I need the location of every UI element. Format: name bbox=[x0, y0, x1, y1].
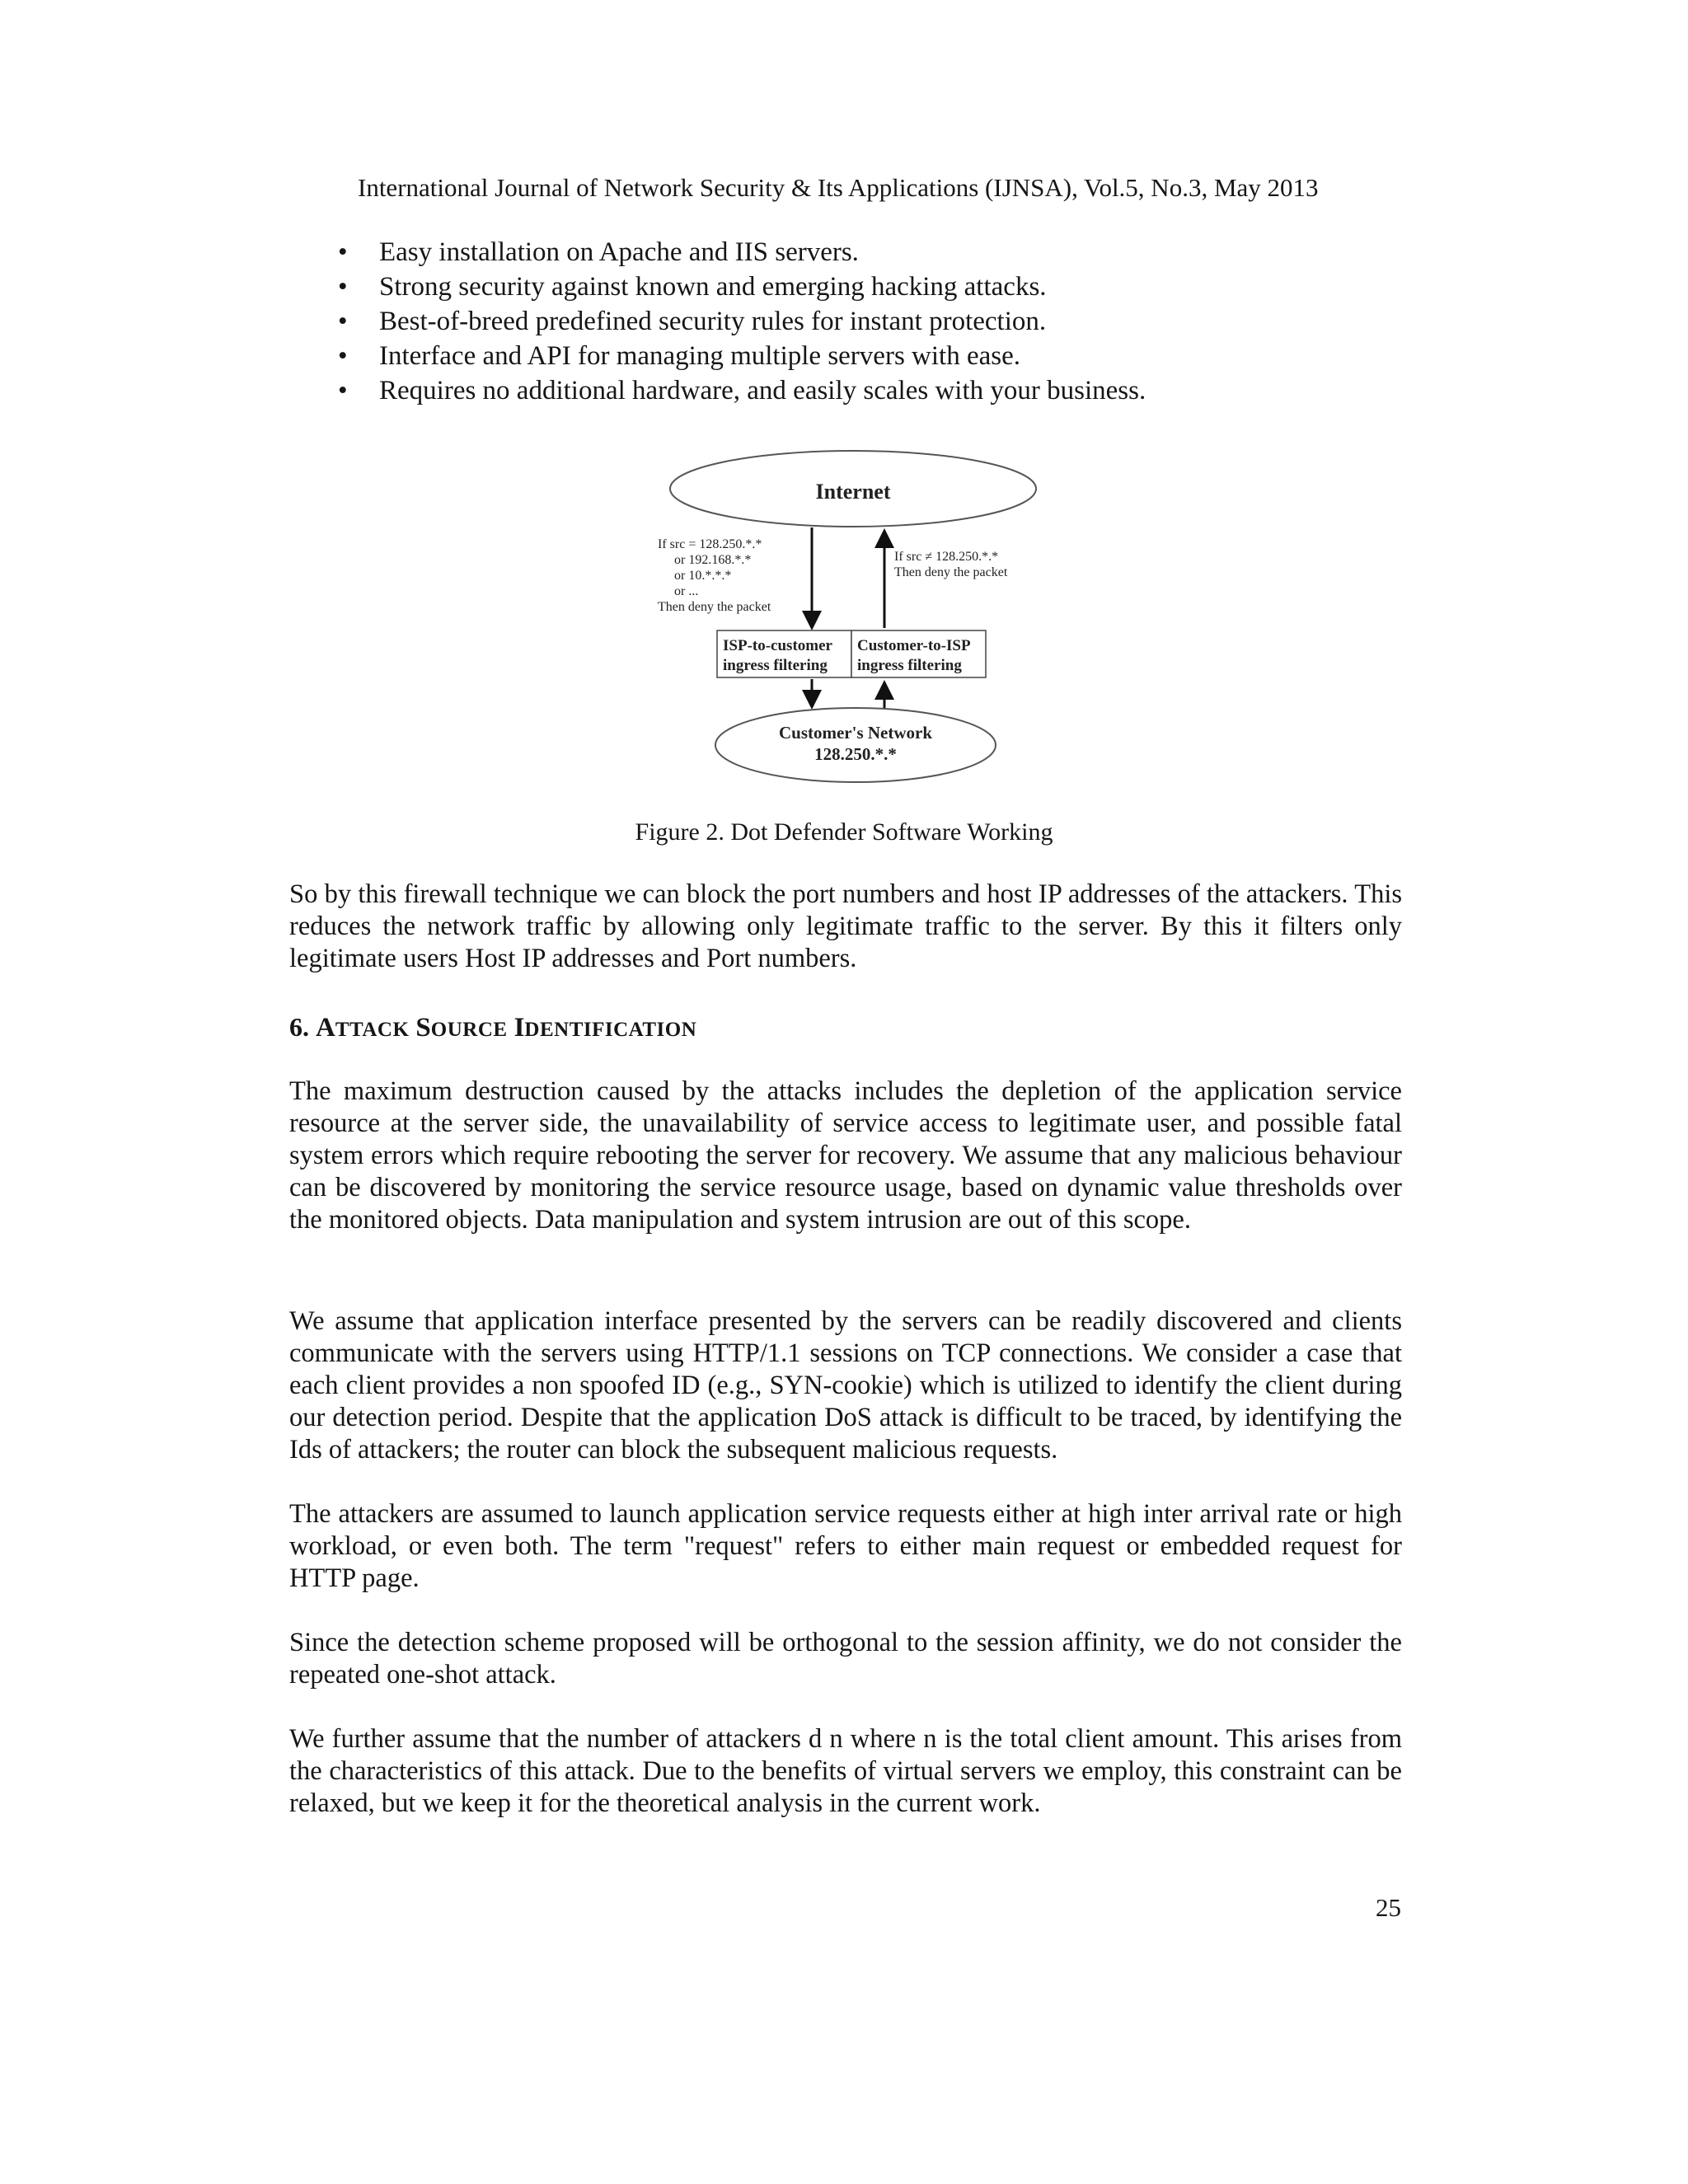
isp-to-customer-label: ingress filtering bbox=[723, 657, 828, 674]
bullet-icon: • bbox=[338, 272, 348, 302]
heading-rest: OURCE bbox=[430, 1019, 508, 1041]
body-paragraph: Since the detection scheme proposed will be orthogonal to the session affinity, we do not consider the repeated one-shot attack. bbox=[289, 1628, 1402, 1690]
figure-caption: Figure 2. Dot Defender Software Working bbox=[635, 818, 1053, 846]
right-rule-line: If src ≠ 128.250.*.* bbox=[894, 550, 999, 564]
body-paragraph: We assume that application interface presented by the servers can be readily discovered and clients communicate with the servers using HTTP/1.1 sessions on TCP connections. We consider a case that each client provides a non spoofed ID (e.g., SYN-cookie) which is utilized to identify the client during our detection period. Despite that the application DoS attack is difficult to be traced, by identifying the Ids of attackers; the router can block the subsequent malicious requests. bbox=[289, 1306, 1402, 1465]
bullet-text: Interface and API for managing multiple servers with ease. bbox=[379, 341, 1020, 371]
heading-initial: S bbox=[415, 1013, 431, 1043]
customer-network-label: Customer's Network bbox=[778, 723, 933, 743]
customer-to-isp-label: Customer-to-ISP bbox=[857, 637, 971, 654]
heading-initial: A bbox=[316, 1013, 335, 1043]
bullet-text: Best-of-breed predefined security rules for instant protection. bbox=[379, 307, 1047, 336]
bullet-icon: • bbox=[338, 237, 348, 267]
bullet-item bbox=[330, 269, 1442, 304]
journal-header: International Journal of Network Security & Its Applications (IJNSA), Vol.5, No.3, May 2013 bbox=[358, 173, 1319, 202]
bullet-text: Strong security against known and emerging hacking attacks. bbox=[379, 272, 1047, 302]
bullet-item bbox=[330, 235, 1442, 269]
bullet-item bbox=[330, 304, 1442, 339]
bullet-text: Requires no additional hardware, and easily scales with your business. bbox=[379, 376, 1146, 405]
body-paragraph: We further assume that the number of attackers d n where n is the total client amount. This arises from the characteristics of this attack. Due to the benefits of virtual servers we employ, this constraint can be relaxed, but we keep it for the theoretical analysis in the current work. bbox=[289, 1724, 1402, 1818]
left-rule-line: or ... bbox=[674, 584, 699, 598]
heading-rest: TTACK bbox=[335, 1019, 410, 1041]
ingress-filtering-diagram bbox=[651, 445, 1047, 808]
ingress-filtering-figure bbox=[651, 445, 1047, 808]
left-rule-line: Then deny the packet bbox=[658, 600, 771, 614]
body-paragraph: So by this firewall technique we can block the port numbers and host IP addresses of the attackers. This reduces the network traffic by allowing only legitimate traffic to the server. By this it filters only legitimate users Host IP addresses and Port numbers. bbox=[289, 879, 1402, 973]
internet-label: Internet bbox=[815, 480, 891, 504]
bullet-icon: • bbox=[338, 376, 348, 405]
feature-bullet-list bbox=[330, 235, 1442, 408]
bullet-icon: • bbox=[338, 307, 348, 336]
customer-to-isp-label: ingress filtering bbox=[857, 657, 962, 674]
isp-to-customer-label: ISP-to-customer bbox=[723, 637, 832, 654]
left-rule-line: or 192.168.*.* bbox=[674, 553, 752, 567]
page-number: 25 bbox=[1376, 1893, 1401, 1922]
bullet-icon: • bbox=[338, 341, 348, 371]
body-paragraph: The maximum destruction caused by the attacks includes the depletion of the application service resource at the server side, the unavailability of service access to legitimate user, and possible fatal system errors which require rebooting the server for recovery. We assume that any malicious behaviour can be discovered by monitoring the service resource usage, based on dynamic value thresholds over the monitored objects. Data manipulation and system intrusion are out of this scope. bbox=[289, 1076, 1402, 1235]
section-number: 6. bbox=[289, 1012, 316, 1042]
bullet-item bbox=[330, 339, 1442, 373]
heading-initial: I bbox=[513, 1013, 525, 1043]
right-rule-line: Then deny the packet bbox=[894, 565, 1008, 579]
section-heading bbox=[289, 1010, 1402, 1047]
bullet-item bbox=[330, 373, 1442, 408]
left-rule-line: or 10.*.*.* bbox=[674, 569, 732, 583]
body-paragraph: The attackers are assumed to launch application service requests either at high inter arrival rate or high workload, or even both. The term "request" refers to either main request or embedded request for HTTP page. bbox=[289, 1499, 1402, 1593]
customer-network-address: 128.250.*.* bbox=[814, 744, 897, 764]
bullet-text: Easy installation on Apache and IIS servers. bbox=[379, 237, 859, 267]
left-rule-line: If src = 128.250.*.* bbox=[658, 537, 762, 551]
heading-rest: DENTIFICATION bbox=[524, 1019, 697, 1041]
